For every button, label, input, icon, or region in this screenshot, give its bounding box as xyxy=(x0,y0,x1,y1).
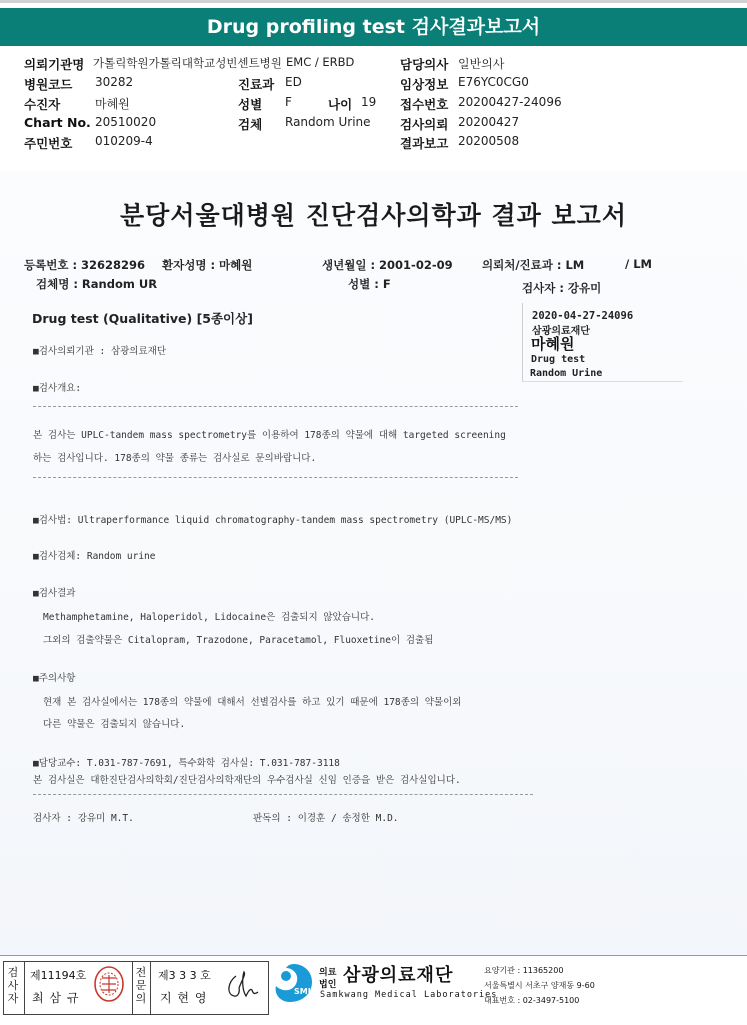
org-phone: 대표번호 : 02-3497-5100 xyxy=(484,996,580,1005)
logo-text: SML xyxy=(294,987,313,996)
sticker-patient-name: 마혜원 xyxy=(531,335,575,353)
sml-logo-icon xyxy=(272,962,316,1004)
patient-name: 환자성명 : 마혜원 xyxy=(162,258,253,272)
value-sex: F xyxy=(285,95,292,109)
notes-line1: 현재 본 검사실에서는 178종의 약물에 대해서 선별검사를 하고 있기 때문에 178종의 약물이외 xyxy=(43,697,462,708)
requesting-department: 의뢰처/진료과 : LM xyxy=(482,258,585,272)
label-chart-no: Chart No. xyxy=(24,115,91,130)
value-report-date: 20200508 xyxy=(458,134,520,148)
results-detected: 그외의 검출약물은 Citalopram, Trazodone, Paracetamol, Fluoxetine이 검출됨 xyxy=(43,635,434,646)
specialist-name: 지 현 영 xyxy=(160,991,208,1005)
section-notes-heading: ■주의사항 xyxy=(33,673,76,684)
specialist-label-vertical: 전문의 xyxy=(135,966,147,1005)
report-examiner: 검사자 : 강유미 xyxy=(522,281,602,295)
handwritten-signature xyxy=(222,968,262,1004)
signature-examiner: 검사자 : 강유미 M.T. xyxy=(33,813,134,824)
org-english-name: Samkwang Medical Laboratories xyxy=(320,990,498,1000)
label-sex: 성별 xyxy=(238,97,263,112)
date-of-birth: 생년월일 : 2001-02-09 xyxy=(322,258,453,272)
report-banner-title: Drug profiling test 검사결과보고서 xyxy=(0,8,747,46)
section-requesting-institution: ■검사의뢰기관 : 삼광의료재단 xyxy=(33,346,167,357)
section-overview-heading: ■검사개요: xyxy=(33,383,82,394)
report-sex: 성별 : F xyxy=(348,277,391,291)
examiner-license-number: 제11194호 xyxy=(30,969,87,982)
notes-line2: 다른 약물은 검출되지 않습니다. xyxy=(43,719,186,730)
report-header-info xyxy=(0,52,747,164)
sticker-specimen: Random Urine xyxy=(530,368,603,379)
label-report-date: 결과보고 xyxy=(400,136,449,151)
org-prefix-1: 의료 xyxy=(319,968,337,978)
value-patient: 마혜원 xyxy=(95,97,130,111)
sigbox-divider xyxy=(24,962,25,1014)
label-attending-doctor: 담당의사 xyxy=(400,57,449,72)
value-resident-number: 010209-4 xyxy=(95,134,153,148)
section-specimen: ■검사검체: Random urine xyxy=(33,551,156,562)
divider-line xyxy=(33,406,518,407)
label-age: 나이 xyxy=(328,97,353,112)
sticker-org-name: 삼광의료재단 xyxy=(532,326,590,337)
value-chart-no: 20510020 xyxy=(95,115,157,129)
specimen-name: 검체명 : Random UR xyxy=(36,277,158,291)
sticker-receipt-number: 2020-04-27-24096 xyxy=(532,310,634,322)
label-department: 진료과 xyxy=(238,77,275,92)
label-resident-number: 주민번호 xyxy=(24,136,73,151)
value-clinical-info: E76YC0CG0 xyxy=(458,75,529,89)
contact-info: ■담당교수: T.031-787-7691, 특수화학 검사실: T.031-787-3118 xyxy=(33,758,340,769)
signature-pathologist: 판독의 : 이경훈 / 송정한 M.D. xyxy=(253,813,399,824)
specialist-license-number: 제3 3 3 호 xyxy=(158,969,211,982)
org-name: 삼광의료재단 xyxy=(343,965,454,986)
section-results-heading: ■검사결과 xyxy=(33,588,76,599)
value-requesting-institution: 가톨릭학원가톨릭대학교성빈센트병원 xyxy=(93,56,282,70)
examiner-label-vertical: 검사자 xyxy=(7,966,19,1005)
sigbox-divider xyxy=(150,962,151,1014)
divider-line xyxy=(33,794,533,795)
accreditation-statement: 본 검사실은 대한진단검사의학회/진단검사의학재단의 우수검사실 신임 인증을 받은 검사실입니다. xyxy=(33,775,461,786)
value-receipt-number: 20200427-24096 xyxy=(458,95,562,109)
value-department: ED xyxy=(285,75,302,89)
value-age: 19 xyxy=(361,95,377,109)
org-address: 서울특별시 서초구 양재동 9-60 xyxy=(484,981,595,990)
label-receipt-number: 접수번호 xyxy=(400,97,449,112)
examiner-name: 최 삼 규 xyxy=(32,991,80,1005)
label-request-date: 검사의뢰 xyxy=(400,117,449,132)
label-clinical-info: 임상정보 xyxy=(400,77,449,92)
value-specimen: Random Urine xyxy=(285,115,371,129)
top-border xyxy=(0,0,747,3)
overview-text-line2: 하는 검사입니다. 178종의 약물 종류는 검사실로 문의바랍니다. xyxy=(33,453,317,464)
value-department-code: EMC / ERBD xyxy=(286,55,355,69)
report-title: 분당서울대병원 진단검사의학과 결과 보고서 xyxy=(120,201,627,230)
section-method: ■검사법: Ultraperformance liquid chromatography-tandem mass spectrometry (UPLC-MS/MS) xyxy=(33,515,513,526)
requesting-department-2: / LM xyxy=(625,257,652,271)
test-name: Drug test (Qualitative) [5종이상] xyxy=(32,311,253,326)
footer-divider xyxy=(0,955,747,956)
org-institution-code: 요양기관 : 11365200 xyxy=(484,966,564,975)
label-patient: 수진자 xyxy=(24,97,61,112)
red-seal-stamp xyxy=(93,965,125,1003)
label-hospital-code: 병원코드 xyxy=(24,77,73,92)
results-not-detected: Methamphetamine, Haloperidol, Lidocaine은 검출되지 않았습니다. xyxy=(43,612,375,623)
label-requesting-institution: 의뢰기관명 xyxy=(24,57,85,72)
value-hospital-code: 30282 xyxy=(95,75,134,89)
divider-line xyxy=(33,477,518,478)
registration-number: 등록번호 : 32628296 xyxy=(24,258,146,272)
sticker-test-name: Drug test xyxy=(531,354,586,365)
label-specimen: 검체 xyxy=(238,117,263,132)
value-attending-doctor: 일반의사 xyxy=(458,57,505,71)
value-request-date: 20200427 xyxy=(458,115,520,129)
org-prefix-2: 법인 xyxy=(319,980,337,990)
overview-text-line1: 본 검사는 UPLC-tandem mass spectrometry를 이용하여 178종의 약물에 대해 targeted screening xyxy=(33,430,506,441)
